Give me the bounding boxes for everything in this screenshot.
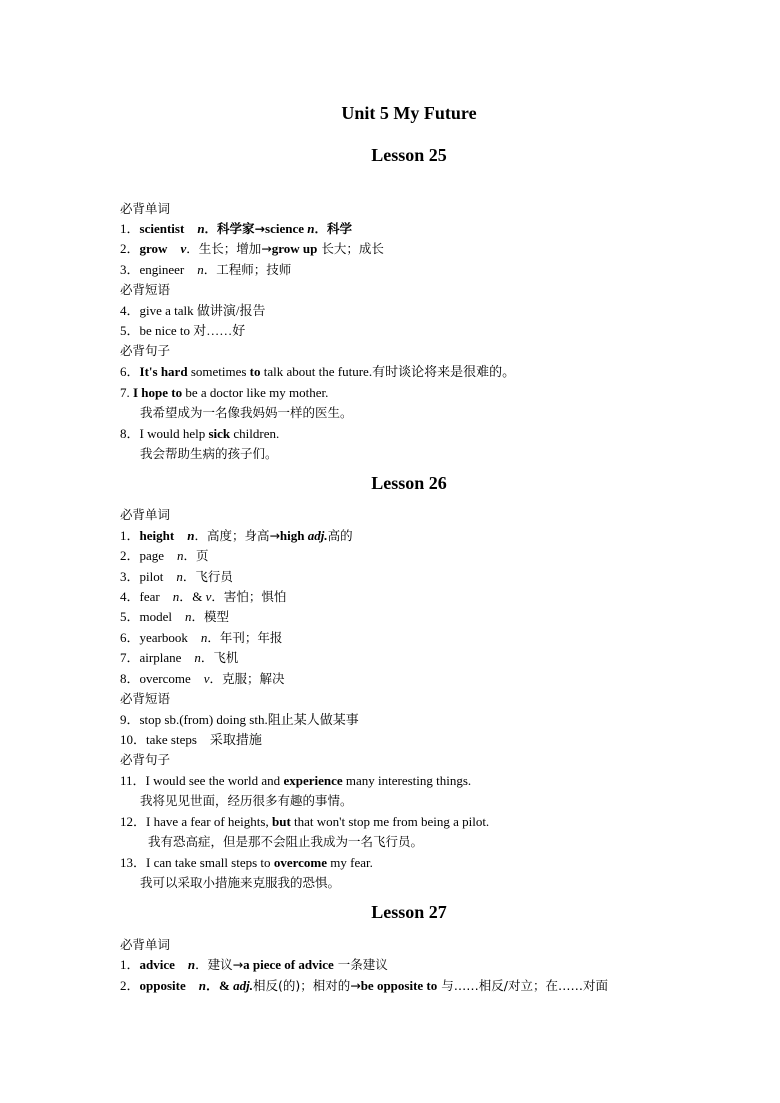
translation-line: 我将见见世面，经历很多有趣的事情。 — [140, 793, 353, 808]
section-heading: 必背短语 — [120, 282, 171, 297]
sentence-line: 12．I have a fear of heights, but that won't stop me from being a pilot. — [120, 814, 490, 829]
sentence-line: 6．It's hard sometimes to talk about the future.有时谈论将来是很难的。 — [120, 364, 516, 379]
vocab-line: 3．pilot n．飞行员 — [120, 569, 233, 584]
section-heading: 必背单词 — [120, 201, 171, 216]
vocab-line: 2．opposite n．& adj.相反(的)；相对的→be opposite to 与……相反/对立；在……对面 — [120, 978, 608, 993]
lesson-27-title: Lesson 27 — [371, 902, 447, 922]
translation-line: 我会帮助生病的孩子们。 — [140, 446, 278, 461]
sentence-line: 13．I can take small steps to overcome my fear. — [120, 855, 373, 870]
sentence-line: 8．I would help sick children. — [120, 426, 280, 441]
section-heading: 必背短语 — [120, 691, 171, 706]
section-heading: 必背句子 — [120, 343, 171, 358]
vocab-line: 2．page n．页 — [120, 548, 209, 563]
phrase-line: 9．stop sb.(from) doing sth.阻止某人做某事 — [120, 712, 359, 727]
vocab-line: 1．height n．高度；身高→high adj.高的 — [120, 528, 353, 543]
phrase-line: 4．give a talk 做讲演/报告 — [120, 303, 266, 318]
phrase-line: 5．be nice to 对……好 — [120, 323, 246, 338]
vocab-line: 1．scientist n．科学家→science n．科学 — [120, 221, 353, 236]
vocab-line: 2．grow v．生长；增加→grow up 长大；成长 — [120, 241, 384, 256]
vocab-line: 7．airplane n．飞机 — [120, 650, 239, 665]
vocab-line: 6．yearbook n．年刊；年报 — [120, 630, 283, 645]
section-heading: 必背句子 — [120, 752, 171, 767]
translation-line: 我可以采取小措施来克服我的恐惧。 — [140, 875, 341, 890]
vocab-line: 5．model n．模型 — [120, 609, 230, 624]
sentence-line: 11．I would see the world and experience many interesting things. — [120, 773, 472, 788]
section-heading: 必背单词 — [120, 507, 171, 522]
section-heading: 必背单词 — [120, 937, 171, 952]
vocab-line: 8．overcome v．克服；解决 — [120, 671, 285, 686]
lesson-26-title: Lesson 26 — [371, 473, 447, 493]
vocab-line: 1．advice n．建议→a piece of advice 一条建议 — [120, 957, 388, 972]
sentence-line: 7. I hope to be a doctor like my mother. — [120, 385, 329, 400]
vocab-line: 4．fear n．& v．害怕；惧怕 — [120, 589, 287, 604]
lesson-25-title: Lesson 25 — [371, 145, 447, 165]
translation-line: 我有恐高症，但是那不会阻止我成为一名飞行员。 — [148, 834, 424, 849]
vocab-line: 3．engineer n．工程师；技师 — [120, 262, 292, 277]
phrase-line: 10．take steps 采取措施 — [120, 732, 262, 747]
translation-line: 我希望成为一名像我妈妈一样的医生。 — [140, 405, 353, 420]
unit-title: Unit 5 My Future — [341, 103, 477, 123]
